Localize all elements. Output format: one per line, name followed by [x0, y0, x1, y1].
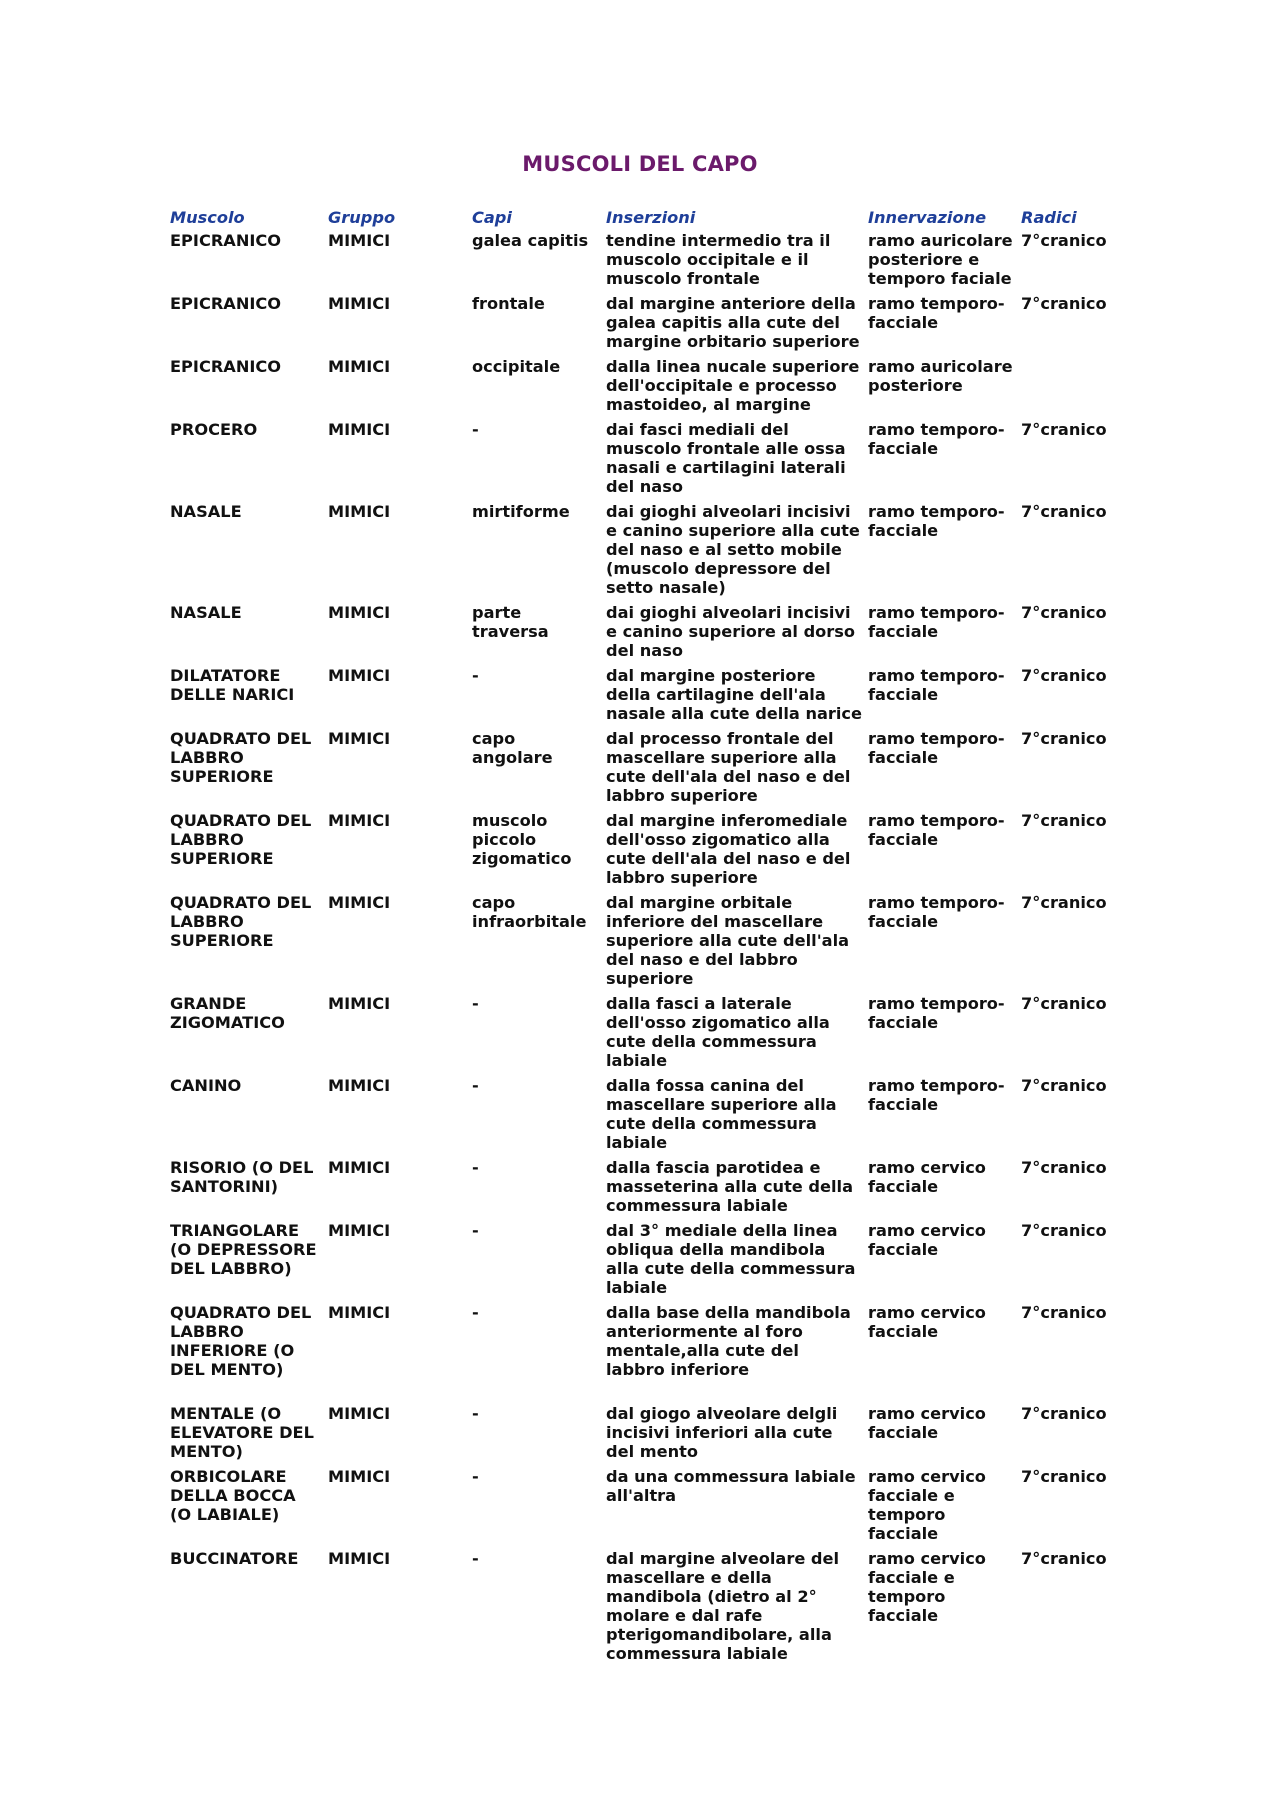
cell-capi: galea capitis	[472, 231, 589, 250]
cell-gruppo: MIMICI	[328, 357, 391, 376]
cell-gruppo: MIMICI	[328, 231, 391, 250]
cell-radici: 7°cranico	[1021, 603, 1107, 622]
cell-gruppo: MIMICI	[328, 893, 391, 912]
cell-muscolo: GRANDE ZIGOMATICO	[170, 994, 285, 1032]
cell-innervazione: ramo auricolare posteriore e temporo faciale	[868, 231, 1013, 288]
cell-capi: -	[472, 994, 479, 1013]
cell-muscolo: BUCCINATORE	[170, 1549, 299, 1568]
table-row	[168, 1221, 1119, 1303]
table-row	[168, 666, 1119, 729]
cell-innervazione: ramo temporo-facciale	[868, 893, 1005, 931]
cell-inserzioni: dal giogo alveolare delgli incisivi inferiori alla cute del mento	[606, 1404, 838, 1461]
cell-inserzioni: dalla fossa canina del mascellare superiore alla cute della commessura labiale	[606, 1076, 837, 1152]
cell-muscolo: NASALE	[170, 502, 242, 521]
cell-inserzioni: dalla base della mandibola anteriormente al foro mentale,alla cute del labbro inferiore	[606, 1303, 851, 1379]
cell-muscolo: EPICRANICO	[170, 231, 282, 250]
cell-gruppo: MIMICI	[328, 1303, 391, 1322]
cell-radici: 7°cranico	[1021, 1076, 1107, 1095]
header-radici: Radici	[1021, 208, 1077, 227]
cell-gruppo: MIMICI	[328, 1467, 391, 1486]
cell-gruppo: MIMICI	[328, 1221, 391, 1240]
cell-gruppo: MIMICI	[328, 811, 391, 830]
table-row	[168, 994, 1119, 1076]
table-row	[168, 231, 1119, 294]
header-muscolo: Muscolo	[170, 208, 245, 227]
cell-capi: capo infraorbitale	[472, 893, 587, 931]
cell-inserzioni: dai fasci mediali del muscolo frontale alle ossa nasali e cartilagini laterali del naso	[606, 420, 846, 496]
cell-muscolo: EPICRANICO	[170, 294, 282, 313]
header-capi: Capi	[472, 208, 512, 227]
cell-capi: -	[472, 666, 479, 685]
cell-muscolo: QUADRATO DEL LABBRO SUPERIORE	[170, 729, 312, 786]
cell-radici: 7°cranico	[1021, 666, 1107, 685]
cell-inserzioni: dal margine anteriore della galea capitis alla cute del margine orbitario superiore	[606, 294, 860, 351]
header-innervazione: Innervazione	[868, 208, 987, 227]
cell-inserzioni: dal margine orbitale inferiore del mascellare superiore alla cute dell'ala del naso e del labbro superiore	[606, 893, 850, 988]
cell-capi: muscolo piccolo zigomatico	[472, 811, 572, 868]
cell-gruppo: MIMICI	[328, 994, 391, 1013]
cell-muscolo: TRIANGOLARE (O DEPRESSORE DEL LABBRO)	[170, 1221, 317, 1278]
table-row	[168, 1467, 1119, 1549]
cell-gruppo: MIMICI	[328, 1076, 391, 1095]
cell-gruppo: MIMICI	[328, 420, 391, 439]
table-row	[168, 729, 1119, 811]
cell-inserzioni: dal 3° mediale della linea obliqua della mandibola alla cute della commessura labiale	[606, 1221, 856, 1297]
cell-muscolo: QUADRATO DEL LABBRO SUPERIORE	[170, 893, 312, 950]
cell-innervazione: ramo temporo-facciale	[868, 811, 1005, 849]
cell-capi: frontale	[472, 294, 545, 313]
cell-capi: occipitale	[472, 357, 561, 376]
table-row	[168, 420, 1119, 502]
cell-innervazione: ramo cervico facciale	[868, 1303, 986, 1341]
cell-radici: 7°cranico	[1021, 729, 1107, 748]
cell-capi: -	[472, 1404, 479, 1423]
cell-radici: 7°cranico	[1021, 1303, 1107, 1322]
cell-muscolo: QUADRATO DEL LABBRO INFERIORE (O DEL MENTO)	[170, 1303, 312, 1379]
cell-innervazione: ramo temporo-facciale	[868, 502, 1005, 540]
cell-innervazione: ramo cervico facciale e temporo facciale	[868, 1467, 986, 1543]
table-row	[168, 811, 1119, 893]
cell-innervazione: ramo temporo-facciale	[868, 666, 1005, 704]
cell-capi: -	[472, 1076, 479, 1095]
cell-radici: 7°cranico	[1021, 811, 1107, 830]
cell-inserzioni: da una commessura labiale all'altra	[606, 1467, 856, 1505]
cell-inserzioni: dai gioghi alveolari incisivi e canino superiore al dorso del naso	[606, 603, 856, 660]
cell-muscolo: MENTALE (O ELEVATORE DEL MENTO)	[170, 1404, 314, 1461]
cell-innervazione: ramo auricolare posteriore	[868, 357, 1013, 395]
cell-gruppo: MIMICI	[328, 294, 391, 313]
cell-muscolo: ORBICOLARE DELLA BOCCA (O LABIALE)	[170, 1467, 296, 1524]
cell-radici: 7°cranico	[1021, 502, 1107, 521]
cell-inserzioni: dalla fasci a laterale dell'osso zigomatico alla cute della commessura labiale	[606, 994, 830, 1070]
cell-radici: 7°cranico	[1021, 420, 1107, 439]
table-row	[168, 1549, 1119, 1669]
cell-capi: -	[472, 1221, 479, 1240]
cell-muscolo: EPICRANICO	[170, 357, 282, 376]
cell-inserzioni: dal margine posteriore della cartilagine dell'ala nasale alla cute della narice	[606, 666, 862, 723]
cell-radici: 7°cranico	[1021, 1404, 1107, 1423]
table-row	[168, 1404, 1119, 1467]
cell-gruppo: MIMICI	[328, 729, 391, 748]
cell-radici: 7°cranico	[1021, 1467, 1107, 1486]
header-gruppo: Gruppo	[328, 208, 396, 227]
cell-inserzioni: dal margine inferomediale dell'osso zigomatico alla cute dell'ala del naso e del labbro superiore	[606, 811, 851, 887]
table-header-row	[168, 208, 1119, 231]
cell-gruppo: MIMICI	[328, 603, 391, 622]
cell-radici: 7°cranico	[1021, 1549, 1107, 1568]
cell-capi: mirtiforme	[472, 502, 570, 521]
cell-radici: 7°cranico	[1021, 1158, 1107, 1177]
cell-innervazione: ramo temporo-facciale	[868, 1076, 1005, 1114]
cell-gruppo: MIMICI	[328, 1158, 391, 1177]
cell-capi: -	[472, 1549, 479, 1568]
cell-innervazione: ramo cervico facciale	[868, 1158, 986, 1196]
cell-innervazione: ramo cervico facciale e temporo facciale	[868, 1549, 986, 1625]
table-row	[168, 1303, 1119, 1404]
cell-capi: capo angolare	[472, 729, 553, 767]
table-row	[168, 357, 1119, 420]
cell-muscolo: RISORIO (O DEL SANTORINI)	[170, 1158, 314, 1196]
cell-innervazione: ramo temporo-facciale	[868, 294, 1005, 332]
cell-capi: -	[472, 1158, 479, 1177]
muscle-table	[168, 208, 1119, 1669]
table-row	[168, 294, 1119, 357]
cell-innervazione: ramo temporo-facciale	[868, 994, 1005, 1032]
cell-radici: 7°cranico	[1021, 994, 1107, 1013]
cell-innervazione: ramo temporo-facciale	[868, 603, 1005, 641]
table-row	[168, 1158, 1119, 1221]
cell-inserzioni: dai gioghi alveolari incisivi e canino superiore alla cute del naso e al setto mobile (muscolo depressore del setto nasale)	[606, 502, 860, 597]
page-title: MUSCOLI DEL CAPO	[522, 152, 758, 176]
cell-capi: -	[472, 1467, 479, 1486]
cell-gruppo: MIMICI	[328, 666, 391, 685]
cell-muscolo: NASALE	[170, 603, 242, 622]
table-row	[168, 603, 1119, 666]
cell-inserzioni: dalla fascia parotidea e masseterina alla cute della commessura labiale	[606, 1158, 854, 1215]
cell-capi: parte traversa	[472, 603, 549, 641]
table-row	[168, 502, 1119, 603]
cell-gruppo: MIMICI	[328, 1404, 391, 1423]
cell-gruppo: MIMICI	[328, 502, 391, 521]
cell-inserzioni: dal margine alveolare del mascellare e della mandibola (dietro al 2° molare e dal rafe pterigomandibolare, alla commessura labiale	[606, 1549, 840, 1663]
cell-inserzioni: dalla linea nucale superiore dell'occipitale e processo mastoideo, al margine	[606, 357, 860, 414]
cell-radici	[1019, 357, 1119, 420]
cell-radici: 7°cranico	[1021, 893, 1107, 912]
cell-radici: 7°cranico	[1021, 231, 1107, 250]
cell-inserzioni: dal processo frontale del mascellare superiore alla cute dell'ala del naso e del labbro superiore	[606, 729, 851, 805]
cell-inserzioni: tendine intermedio tra il muscolo occipitale e il muscolo frontale	[606, 231, 831, 288]
cell-muscolo: CANINO	[170, 1076, 242, 1095]
cell-capi: -	[472, 1303, 479, 1322]
cell-innervazione: ramo cervico facciale	[868, 1221, 986, 1259]
cell-capi: -	[472, 420, 479, 439]
cell-gruppo: MIMICI	[328, 1549, 391, 1568]
cell-radici: 7°cranico	[1021, 294, 1107, 313]
cell-muscolo: QUADRATO DEL LABBRO SUPERIORE	[170, 811, 312, 868]
cell-innervazione: ramo cervico facciale	[868, 1404, 986, 1442]
table-row	[168, 893, 1119, 994]
header-inserzioni: Inserzioni	[606, 208, 696, 227]
cell-innervazione: ramo temporo-facciale	[868, 729, 1005, 767]
cell-muscolo: DILATATORE DELLE NARICI	[170, 666, 295, 704]
cell-radici: 7°cranico	[1021, 1221, 1107, 1240]
cell-innervazione: ramo temporo-facciale	[868, 420, 1005, 458]
table-row	[168, 1076, 1119, 1158]
cell-muscolo: PROCERO	[170, 420, 258, 439]
